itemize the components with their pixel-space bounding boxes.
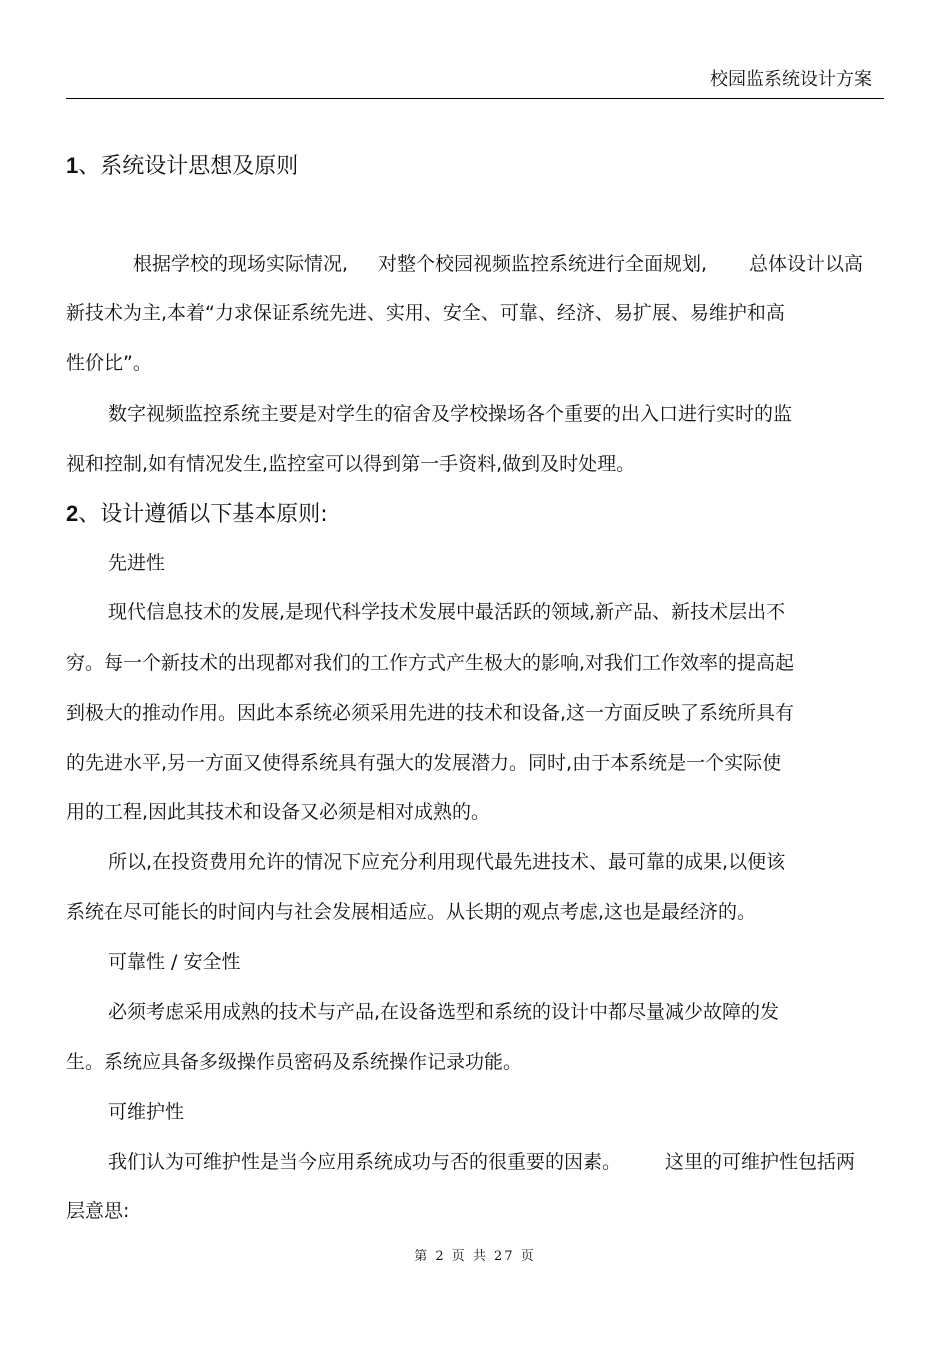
paragraph-1-line-2: 新技术为主,本着“力求保证系统先进、实用、安全、可靠、经济、易扩展、易维护和高 bbox=[66, 302, 785, 324]
paragraph-6-line-1b: 这里的可维护性包括两 bbox=[665, 1151, 856, 1173]
section-number-2: 2 bbox=[66, 501, 79, 526]
paragraph-3-line-1: 现代信息技术的发展,是现代科学技术发展中最活跃的领域,新产品、新技术层出不 bbox=[108, 601, 786, 623]
paragraph-3-line-5: 用的工程,因此其技术和设备又必须是相对成熟的。 bbox=[66, 801, 491, 823]
paragraph-3-line-2: 穷。每一个新技术的出现都对我们的工作方式产生极大的影响,对我们工作效率的提高起 bbox=[66, 652, 795, 674]
paragraph-2-line-1: 数字视频监控系统主要是对学生的宿舍及学校操场各个重要的出入口进行实时的监 bbox=[108, 403, 793, 425]
paragraph-3-line-4: 的先进水平,另一方面又使得系统具有强大的发展潜力。同时,由于本系统是一个实际使 bbox=[66, 752, 782, 774]
header-divider bbox=[66, 98, 884, 99]
subheading-reliability: 可靠性 / 安全性 bbox=[108, 951, 241, 973]
paragraph-1-line-1c: 总体设计以高 bbox=[749, 253, 864, 275]
section-heading-2 bbox=[66, 500, 328, 529]
paragraph-2-line-2: 视和控制,如有情况发生,监控室可以得到第一手资料,做到及时处理。 bbox=[66, 453, 636, 475]
section-title-1: 、系统设计思想及原则 bbox=[78, 154, 299, 179]
subheading-maintainability: 可维护性 bbox=[108, 1101, 185, 1123]
paragraph-6-line-2: 层意思: bbox=[66, 1200, 130, 1222]
subheading-advanced: 先进性 bbox=[108, 552, 166, 574]
paragraph-1-line-1a: 根据学校的现场实际情况, bbox=[133, 253, 349, 275]
paragraph-4-line-1: 所以,在投资费用允许的情况下应充分利用现代最先进技术、最可靠的成果,以便该 bbox=[108, 851, 786, 873]
paragraph-1-line-3: 性价比”。 bbox=[66, 352, 152, 374]
paragraph-3-line-3: 到极大的推动作用。因此本系统必须采用先进的技术和设备,这一方面反映了系统所具有 bbox=[66, 702, 795, 724]
section-number-1: 1 bbox=[66, 153, 79, 178]
page-footer: 第 2 页 共 27 页 bbox=[414, 1249, 536, 1264]
section-heading-1 bbox=[66, 152, 298, 181]
paragraph-5-line-2: 生。系统应具备多级操作员密码及系统操作记录功能。 bbox=[66, 1051, 523, 1073]
paragraph-5-line-1: 必须考虑采用成熟的技术与产品,在设备选型和系统的设计中都尽量减少故障的发 bbox=[108, 1001, 780, 1023]
paragraph-4-line-2: 系统在尽可能长的时间内与社会发展相适应。从长期的观点考虑,这也是最经济的。 bbox=[66, 901, 757, 923]
paragraph-1-line-1b: 对整个校园视频监控系统进行全面规划, bbox=[378, 253, 708, 275]
document-header-title: 校园监系统设计方案 bbox=[710, 69, 872, 90]
section-title-2: 、设计遵循以下基本原则: bbox=[78, 502, 328, 527]
paragraph-6-line-1a: 我们认为可维护性是当今应用系统成功与否的很重要的因素。 bbox=[108, 1151, 622, 1173]
